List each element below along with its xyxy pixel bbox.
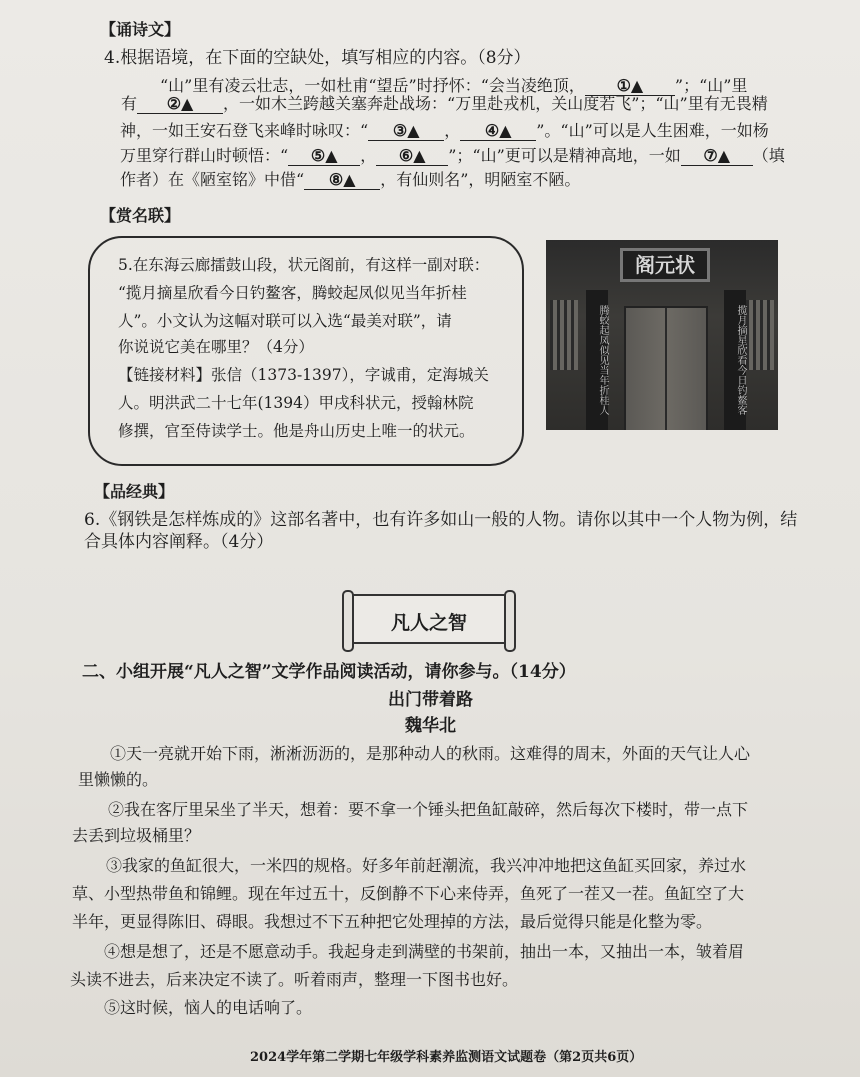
q4-text: 神，一如王安石登飞来峰时咏叹：“	[120, 121, 369, 140]
answer-blank-1[interactable]: ①▲	[585, 76, 675, 96]
lattice-window	[550, 300, 578, 370]
couplet-left: 腾蛟起凤似见当年折桂人	[586, 290, 608, 430]
story-paragraph: 半年，更显得陈旧、碍眼。我想过不下五种把它处理掉的方法，最后觉得只能是化整为零。	[72, 912, 713, 931]
q5-line: 人”。小文认为这幅对联可以入选“最美对联”，请	[118, 312, 452, 330]
q4-text: ，	[444, 121, 461, 140]
story-paragraph: 头读不进去，后来决定不读了。听着雨声，整理一下图书也好。	[70, 970, 519, 989]
section-header-recite: 【诵诗文】	[100, 20, 181, 39]
q4-text: ”。“山”可以是人生困难，一如杨	[536, 121, 769, 140]
q4-text: ”；“山”更可以是精神高地，一如	[448, 146, 681, 165]
q4-text: （填	[752, 146, 785, 165]
story-author: 魏华北	[405, 716, 456, 736]
q5-line: 你说说它美在哪里？（4分）	[118, 338, 314, 356]
pavilion-plaque: 阁元状	[620, 248, 710, 282]
question-4: 4.根据语境，在下面的空缺处，填写相应的内容。（8分）	[104, 48, 531, 68]
answer-blank-3[interactable]: ③▲	[368, 121, 444, 141]
answer-blank-2[interactable]: ②▲	[137, 94, 223, 114]
story-paragraph: 去丢到垃圾桶里？	[72, 826, 201, 845]
q5-line: 【链接材料】张信（1373-1397），字诚甫，定海城关	[118, 366, 489, 384]
answer-blank-8[interactable]: ⑧▲	[304, 170, 380, 190]
q4-text: ，	[360, 146, 377, 165]
story-paragraph: ③我家的鱼缸很大，一米四的规格。好多年前赶潮流，我兴冲冲地把这鱼缸买回家，养过水	[106, 856, 747, 875]
q4-line-2	[121, 94, 768, 114]
q4-text: “山”里有凌云壮志，一如杜甫“望岳”时抒怀：“会当凌绝顶，	[160, 76, 585, 95]
lattice-window	[746, 300, 774, 370]
answer-blank-7[interactable]: ⑦▲	[681, 146, 753, 166]
pavilion-door	[624, 306, 708, 430]
q4-text: 有	[121, 94, 138, 113]
q4-text: ”；“山”里	[674, 76, 748, 95]
q4-text: 万里穿行群山时顿悟：“	[120, 146, 289, 165]
q4-text: ，一如木兰跨越关塞奔赴战场：“万里赴戎机，关山度若飞”；“山”里有无畏精	[223, 94, 768, 113]
q5-line: “揽月摘星欣看今日钓鳌客，腾蛟起凤似见当年折桂	[118, 284, 467, 302]
part-2-title: 二、小组开展“凡人之智”文学作品阅读活动，请你参与。（14分）	[82, 662, 576, 682]
answer-blank-4[interactable]: ④▲	[460, 121, 536, 141]
story-paragraph: ①天一亮就开始下雨，淅淅沥沥的，是那种动人的秋雨。这难得的周末，外面的天气让人心	[110, 744, 751, 763]
answer-blank-5[interactable]: ⑤▲	[288, 146, 360, 166]
answer-blank-6[interactable]: ⑥▲	[376, 146, 448, 166]
q4-text: 作者）在《陋室铭》中借“	[120, 170, 305, 189]
page-footer: 2024学年第二学期七年级学科素养监测语文试题卷（第2页共6页）	[250, 1050, 643, 1065]
zhuangyuan-pavilion-photo	[546, 240, 778, 430]
q5-line: 人。明洪武二十七年(1394）甲戌科状元，授翰林院	[118, 394, 474, 412]
q4-text: ，有仙则名”，明陋室不陋。	[380, 170, 581, 189]
q5-line: 修撰，官至侍读学士。他是舟山历史上唯一的状元。	[118, 422, 475, 440]
q4-line-5	[120, 170, 580, 190]
story-paragraph: ②我在客厅里呆坐了半天，想着：要不拿一个锤头把鱼缸敲碎，然后每次下楼时，带一点下	[108, 800, 749, 819]
couplet-right: 揽月摘星欣看今日钓鳌客	[724, 290, 746, 430]
story-paragraph: 草、小型热带鱼和锦鲤。现在年过五十，反倒静不下心来侍弄，鱼死了一茬又一茬。鱼缸空了大	[72, 884, 745, 903]
section-header-classics: 【品经典】	[94, 482, 175, 501]
story-title: 出门带着路	[388, 690, 473, 710]
question-6-line-2: 合具体内容阐释。（4分）	[84, 532, 274, 552]
q4-line-4	[120, 146, 785, 166]
question-6-line-1: 6.《钢铁是怎样炼成的》这部名著中，也有许多如山一般的人物。请你以其中一个人物为例，结	[84, 510, 798, 530]
section-header-couplet: 【赏名联】	[100, 206, 181, 225]
story-paragraph: ④想是想了，还是不愿意动手。我起身走到满壁的书架前，抽出一本，又抽出一本，皱着眉	[104, 942, 745, 961]
section-banner-scroll	[348, 594, 510, 644]
q4-line-3	[120, 121, 769, 141]
q5-line: 5.在东海云廊擂鼓山段，状元阁前，有这样一副对联：	[118, 256, 490, 274]
story-paragraph: 里懒懒的。	[78, 770, 159, 789]
banner-title: 凡人之智	[390, 612, 467, 634]
story-paragraph: ⑤这时候，恼人的电话响了。	[104, 998, 313, 1017]
